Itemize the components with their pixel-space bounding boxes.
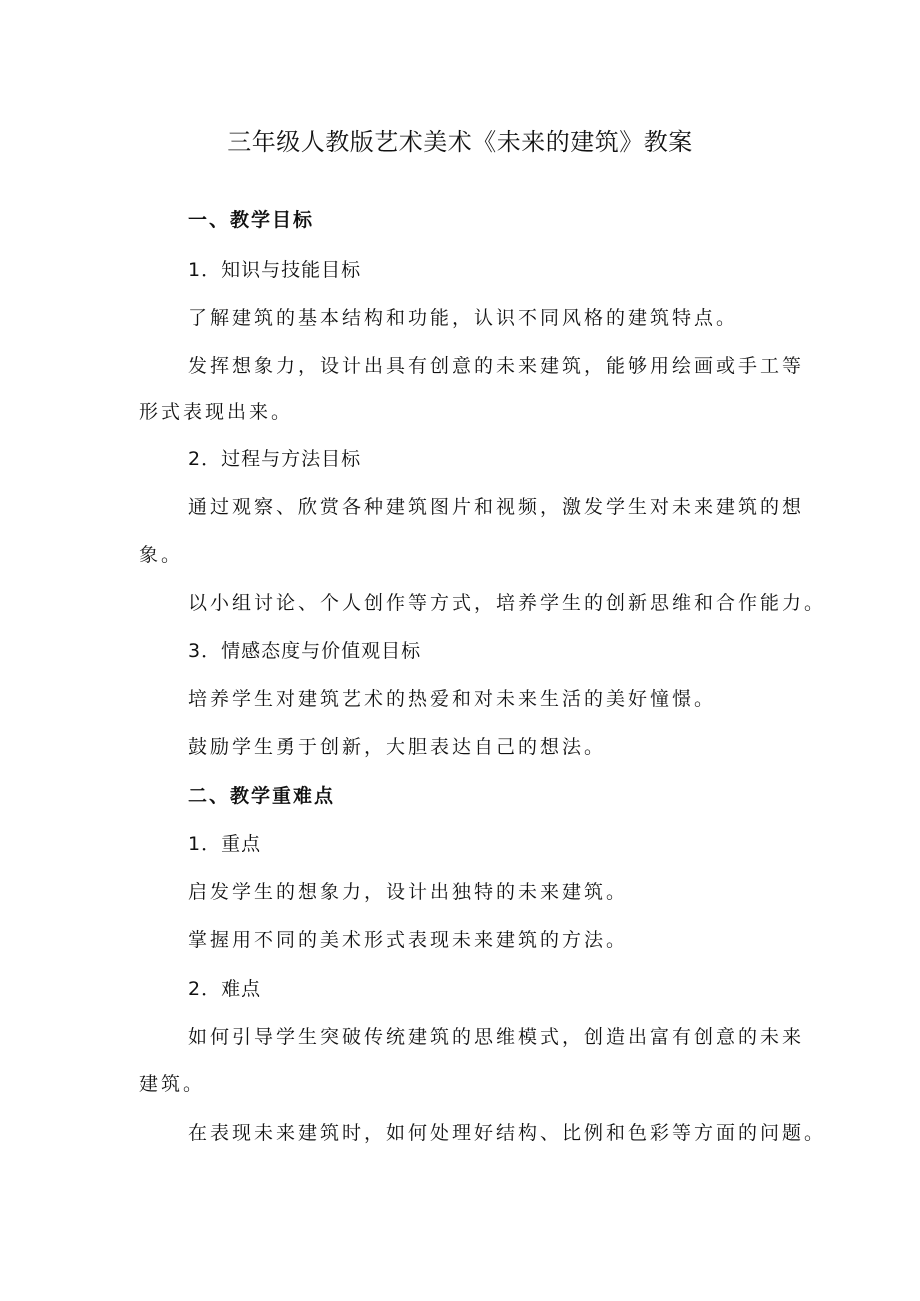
paragraph: 掌握用不同的美术形式表现未来建筑的方法。	[188, 929, 629, 951]
paragraph: 了解建筑的基本结构和功能，认识不同风格的建筑特点。	[188, 307, 739, 329]
paragraph: 如何引导学生突破传统建筑的思维模式，创造出富有创意的未来	[188, 1026, 805, 1048]
subheading-key-points: 1．重点	[188, 833, 262, 855]
paragraph: 培养学生对建筑艺术的热爱和对未来生活的美好憧憬。	[188, 688, 717, 710]
paragraph-continuation: 形式表现出来。	[139, 401, 294, 423]
paragraph: 鼓励学生勇于创新，大胆表达自己的想法。	[188, 736, 607, 758]
paragraph: 启发学生的想象力，设计出独特的未来建筑。	[188, 881, 629, 903]
section-heading-key-difficult-points: 二、教学重难点	[188, 785, 336, 807]
section-heading-teaching-goals: 一、教学目标	[188, 209, 315, 231]
paragraph-continuation: 象。	[139, 544, 184, 566]
paragraph-continuation: 建筑。	[139, 1073, 206, 1095]
subheading-process-methods: 2．过程与方法目标	[188, 448, 362, 470]
paragraph: 在表现未来建筑时，如何处理好结构、比例和色彩等方面的问题。	[188, 1122, 827, 1144]
paragraph: 通过观察、欣赏各种建筑图片和视频，激发学生对未来建筑的想	[188, 496, 805, 518]
subheading-knowledge-skills: 1．知识与技能目标	[188, 259, 362, 281]
subheading-emotion-values: 3．情感态度与价值观目标	[188, 640, 422, 662]
paragraph: 发挥想象力，设计出具有创意的未来建筑，能够用绘画或手工等	[188, 355, 805, 377]
paragraph: 以小组讨论、个人创作等方式，培养学生的创新思维和合作能力。	[188, 592, 827, 614]
subheading-difficult-points: 2．难点	[188, 978, 262, 1000]
document-title: 三年级人教版艺术美术《未来的建筑》教案	[227, 128, 693, 156]
